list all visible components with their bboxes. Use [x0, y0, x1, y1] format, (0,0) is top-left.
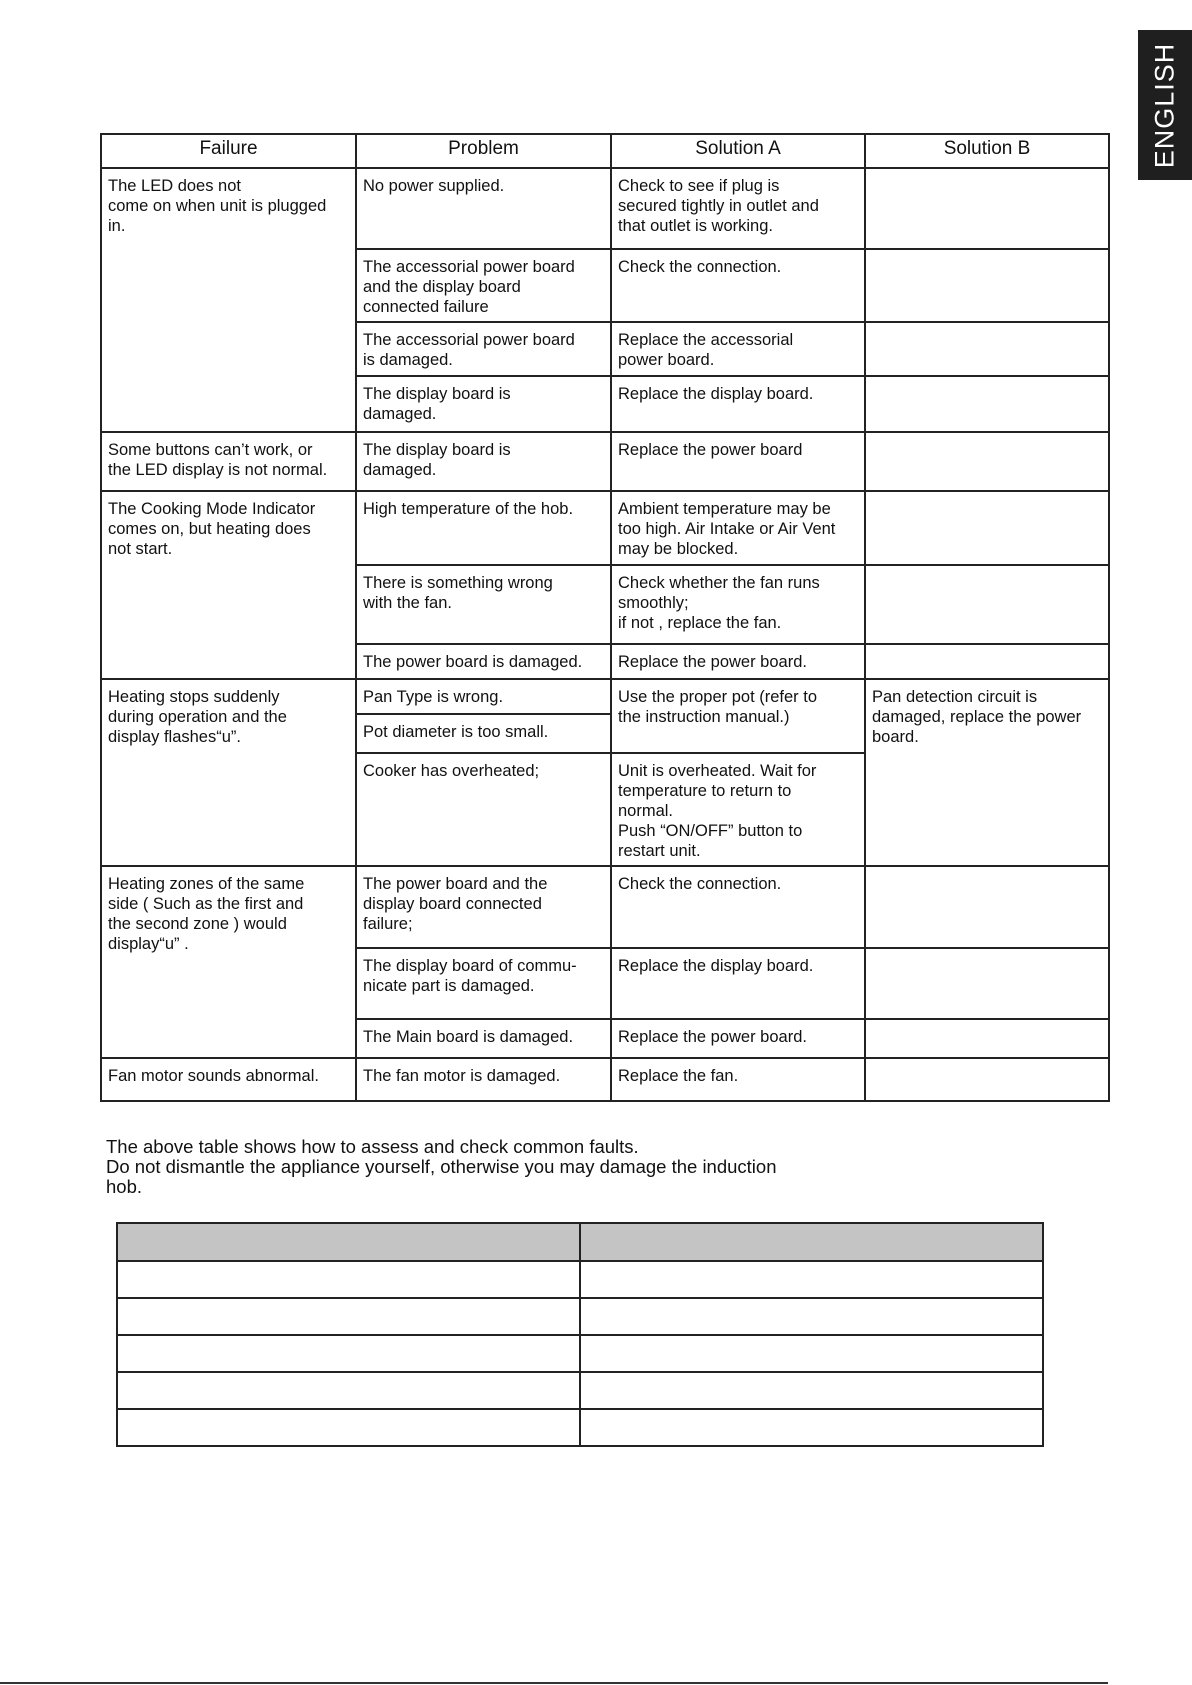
blank-cell: [580, 1372, 1043, 1409]
table-row: [117, 1409, 1043, 1446]
solution-a-cell: Replace the power board.: [611, 644, 865, 679]
table-row: [117, 1298, 1043, 1335]
solution-b-cell: [865, 565, 1109, 644]
problem-cell: No power supplied.: [356, 168, 611, 249]
solution-a-cell: Replace the fan.: [611, 1058, 865, 1101]
blank-header-cell: [580, 1223, 1043, 1261]
solution-b-cell: [865, 1058, 1109, 1101]
solution-a-cell: Replace the accessorial power board.: [611, 322, 865, 376]
blank-cell: [117, 1409, 580, 1446]
problem-cell: The accessorial power board and the display board connected failure: [356, 249, 611, 322]
blank-cell: [580, 1335, 1043, 1372]
blank-cell: [117, 1261, 580, 1298]
problem-cell: High temperature of the hob.: [356, 491, 611, 565]
problem-cell: The Main board is damaged.: [356, 1019, 611, 1058]
problem-cell: The display board of commu- nicate part is damaged.: [356, 948, 611, 1019]
failure-cell: Some buttons can’t work, or the LED display is not normal.: [101, 432, 356, 491]
solution-a-cell: Check whether the fan runs smoothly; if not , replace the fan.: [611, 565, 865, 644]
bottom-rule: [0, 1682, 1108, 1684]
problem-cell: The display board is damaged.: [356, 376, 611, 432]
solution-b-cell: [865, 432, 1109, 491]
solution-a-cell: Check the connection.: [611, 866, 865, 948]
solution-a-cell: Replace the display board.: [611, 376, 865, 432]
problem-cell: Pot diameter is too small.: [356, 714, 611, 753]
solution-b-cell: [865, 644, 1109, 679]
problem-cell: There is something wrong with the fan.: [356, 565, 611, 644]
blank-cell: [580, 1261, 1043, 1298]
language-label: ENGLISH: [1149, 42, 1180, 168]
solution-b-cell: [865, 866, 1109, 948]
solution-a-cell: Check the connection.: [611, 249, 865, 322]
table-row: [101, 679, 1109, 714]
blank-cell: [580, 1409, 1043, 1446]
solution-a-cell: Replace the power board: [611, 432, 865, 491]
blank-table-header: [117, 1223, 1043, 1261]
note-text: The above table shows how to assess and check common faults. Do not dismantle the appliance yourself, otherwise you may damage the induction hob.: [106, 1136, 777, 1197]
table-row: [101, 866, 1109, 948]
table-row: [117, 1261, 1043, 1298]
failure-cell: The Cooking Mode Indicator comes on, but heating does not start.: [101, 491, 356, 679]
problem-cell: The power board is damaged.: [356, 644, 611, 679]
problem-cell: The accessorial power board is damaged.: [356, 322, 611, 376]
language-tab: [1138, 30, 1192, 180]
failure-cell: Fan motor sounds abnormal.: [101, 1058, 356, 1101]
solution-b-cell: [865, 168, 1109, 249]
troubleshooting-table: [100, 133, 1110, 1102]
table-row: [101, 1058, 1109, 1101]
table-row: [117, 1335, 1043, 1372]
table-header-row: [101, 134, 1109, 168]
header-failure: Failure: [101, 134, 356, 168]
solution-a-cell: Unit is overheated. Wait for temperature to return to normal. Push “ON/OFF” button to restart unit.: [611, 753, 865, 866]
failure-cell: Heating zones of the same side ( Such as the first and the second zone ) would display“u” .: [101, 866, 356, 1058]
blank-cell: [117, 1372, 580, 1409]
table-row: [101, 168, 1109, 249]
blank-cell: [580, 1298, 1043, 1335]
solution-a-cell: Use the proper pot (refer to the instruction manual.): [611, 679, 865, 753]
table-row: [101, 491, 1109, 565]
blank-header-cell: [117, 1223, 580, 1261]
header-solution-a: Solution A: [611, 134, 865, 168]
solution-b-cell: [865, 1019, 1109, 1058]
blank-table: [116, 1222, 1044, 1447]
solution-b-cell: [865, 376, 1109, 432]
problem-cell: Cooker has overheated;: [356, 753, 611, 866]
header-problem: Problem: [356, 134, 611, 168]
problem-cell: Pan Type is wrong.: [356, 679, 611, 714]
solution-b-cell: [865, 322, 1109, 376]
solution-a-cell: Replace the power board.: [611, 1019, 865, 1058]
problem-cell: The fan motor is damaged.: [356, 1058, 611, 1101]
solution-a-cell: Ambient temperature may be too high. Air Intake or Air Vent may be blocked.: [611, 491, 865, 565]
solution-b-cell: [865, 249, 1109, 322]
solution-b-cell: Pan detection circuit is damaged, replace the power board.: [865, 679, 1109, 866]
failure-cell: The LED does not come on when unit is plugged in.: [101, 168, 356, 432]
failure-cell: Heating stops suddenly during operation and the display flashes“u”.: [101, 679, 356, 866]
solution-a-cell: Check to see if plug is secured tightly in outlet and that outlet is working.: [611, 168, 865, 249]
table-row: [117, 1372, 1043, 1409]
header-solution-b: Solution B: [865, 134, 1109, 168]
blank-cell: [117, 1298, 580, 1335]
solution-b-cell: [865, 948, 1109, 1019]
problem-cell: The power board and the display board connected failure;: [356, 866, 611, 948]
solution-b-cell: [865, 491, 1109, 565]
blank-cell: [117, 1335, 580, 1372]
table-row: [101, 432, 1109, 491]
problem-cell: The display board is damaged.: [356, 432, 611, 491]
solution-a-cell: Replace the display board.: [611, 948, 865, 1019]
